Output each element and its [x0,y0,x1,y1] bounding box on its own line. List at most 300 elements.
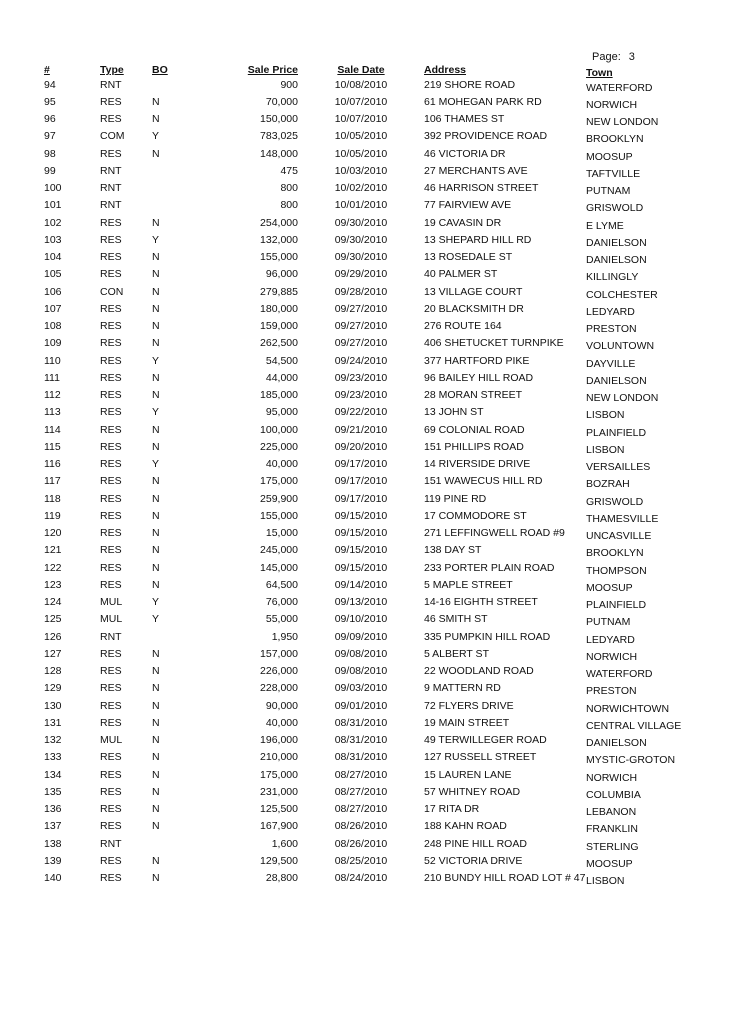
town-cell: THOMPSON [586,564,647,577]
sale-date-cell: 09/28/2010 [334,285,388,298]
town-cell: DAYVILLE [586,357,636,370]
bo-flag-cell [152,628,212,645]
address-cell: 138 DAY ST [424,544,482,557]
sale-price-cell: 132,000 [260,233,298,246]
town-cell: PRESTON [586,323,637,336]
sale-price-cell: 180,000 [260,302,298,315]
address-cell: 210 BUNDY HILL ROAD LOT # 47 [424,872,586,885]
sale-price-cell: 210,000 [260,751,298,764]
table-row [44,628,700,645]
sale-date-cell: 09/15/2010 [334,544,388,557]
table-row [44,404,700,421]
address-cell: 15 LAUREN LANE [424,768,512,781]
column-header-type: Type [100,64,124,76]
property-type-cell: RES [100,320,122,333]
property-type-cell: RES [100,699,122,712]
town-cell: MOOSUP [586,581,633,594]
address-cell: 151 PHILLIPS ROAD [424,440,524,453]
address-cell: 13 JOHN ST [424,406,484,419]
row-number-cell: 138 [44,837,62,850]
town-cell: WATERFORD [586,668,653,681]
sale-date-cell: 09/17/2010 [334,475,388,488]
bo-flag-cell: N [152,682,160,695]
town-cell: LEDYARD [586,305,635,318]
property-type-cell: MUL [100,613,123,626]
table-row [44,180,700,197]
sale-date-cell: 10/07/2010 [334,113,388,126]
property-type-cell: RES [100,475,122,488]
row-number-cell: 133 [44,751,62,764]
sale-price-cell: 254,000 [260,216,298,229]
property-type-cell: MUL [100,734,123,747]
table-row [44,111,700,128]
row-number-cell: 125 [44,613,62,626]
sale-price-cell: 145,000 [260,561,298,574]
row-number-cell: 99 [44,164,56,177]
address-cell: 119 PINE RD [424,492,487,505]
table-row [44,145,700,162]
town-cell: NORWICHTOWN [586,702,670,715]
sale-price-cell: 228,000 [260,682,298,695]
table-row [44,835,700,852]
address-cell: 57 WHITNEY ROAD [424,785,521,798]
column-header-town: Town [586,67,613,79]
town-cell: DANIELSON [586,374,647,387]
table-row [44,352,700,369]
page-label-text: Page: [592,51,621,63]
sale-price-cell: 129,500 [260,854,298,867]
table-row [44,369,700,386]
row-number-cell: 118 [44,492,61,505]
row-number-cell: 135 [44,785,62,798]
property-type-cell: RES [100,665,122,678]
row-number-cell: 123 [44,578,62,591]
address-cell: 335 PUMPKIN HILL ROAD [424,630,551,643]
page-number: 3 [628,51,635,63]
sale-price-cell: 800 [280,199,298,212]
property-type-cell: RES [100,216,122,229]
table-row [44,335,700,352]
sale-date-cell: 09/30/2010 [334,216,388,229]
town-cell: UNCASVILLE [586,530,652,543]
address-cell: 5 ALBERT ST [424,647,489,660]
bo-flag-cell: N [152,147,160,160]
row-number-cell: 108 [44,320,62,333]
sale-price-cell: 125,500 [260,803,298,816]
bo-flag-cell: N [152,475,160,488]
sale-price-cell: 159,000 [260,320,298,333]
sale-price-cell: 245,000 [260,544,298,557]
bo-flag-cell: N [152,665,160,678]
address-cell: 46 SMITH ST [424,613,488,626]
bo-flag-cell: N [152,544,160,557]
address-cell: 46 HARRISON STREET [424,182,539,195]
table-row [44,318,700,335]
town-cell: VOLUNTOWN [586,340,655,353]
row-number-cell: 127 [44,647,62,660]
address-cell: 127 RUSSELL STREET [424,751,537,764]
town-cell: DANIELSON [586,236,647,249]
address-cell: 188 KAHN ROAD [424,820,507,833]
table-row [44,870,700,887]
town-cell: LEBANON [586,806,637,819]
address-cell: 96 BAILEY HILL ROAD [424,371,534,384]
row-number-cell: 111 [44,371,60,384]
property-type-cell: RES [100,389,122,402]
table-row [44,507,700,524]
sale-price-cell: 54,500 [265,354,298,367]
bo-flag-cell: N [152,647,160,660]
sale-price-cell: 40,000 [265,458,298,471]
town-cell: DANIELSON [586,737,647,750]
sale-date-cell: 09/22/2010 [334,406,388,419]
row-number-cell: 98 [44,147,56,160]
sale-date-cell: 09/15/2010 [334,561,388,574]
sale-price-cell: 1,600 [271,837,298,850]
sale-date-cell: 08/27/2010 [334,803,388,816]
sale-price-cell: 40,000 [265,716,298,729]
table-row [44,162,700,179]
property-type-cell: RES [100,302,122,315]
sale-date-cell: 10/07/2010 [334,95,388,108]
table-row [44,197,700,214]
town-cell: DANIELSON [586,254,647,267]
table-row [44,611,700,628]
sale-price-cell: 279,885 [260,285,298,298]
sale-price-cell: 150,000 [260,113,298,126]
table-row [44,456,700,473]
bo-flag-cell: N [152,699,160,712]
bo-flag-cell: N [152,302,160,315]
bo-flag-cell: N [152,251,160,264]
sale-price-cell: 44,000 [265,371,298,384]
row-number-cell: 130 [44,699,62,712]
bo-flag-cell: N [152,578,160,591]
row-number-cell: 94 [44,78,56,91]
sale-date-cell: 08/31/2010 [334,716,388,729]
property-type-cell: RES [100,803,122,816]
address-cell: 40 PALMER ST [424,268,498,281]
table-row [44,473,700,490]
bo-flag-cell [152,835,212,852]
property-type-cell: RES [100,147,122,160]
bo-flag-cell: N [152,751,160,764]
town-cell: PLAINFIELD [586,426,647,439]
row-number-cell: 113 [44,406,61,419]
table-row [44,266,700,283]
sale-price-cell: 95,000 [265,406,298,419]
sale-date-cell: 10/02/2010 [334,182,388,195]
town-cell: NORWICH [586,771,638,784]
property-type-cell: RES [100,578,122,591]
column-header-sale-date: Sale Date [337,64,385,76]
table-row [44,818,700,835]
address-cell: 406 SHETUCKET TURNPIKE [424,337,564,350]
property-type-cell: MUL [100,596,123,609]
bo-flag-cell: N [152,423,160,436]
property-type-cell: RES [100,751,122,764]
address-cell: 276 ROUTE 164 [424,320,502,333]
row-number-cell: 119 [44,509,61,522]
row-number-cell: 116 [44,458,61,471]
address-cell: 13 SHEPARD HILL RD [424,233,532,246]
town-cell: FRANKLIN [586,823,638,836]
sale-price-cell: 155,000 [260,509,298,522]
row-number-cell: 121 [44,544,62,557]
sale-price-cell: 259,900 [260,492,298,505]
sale-price-cell: 475 [280,164,298,177]
sale-date-cell: 09/01/2010 [334,699,388,712]
sale-date-cell: 09/20/2010 [334,440,388,453]
table-row [44,559,700,576]
table-row [44,214,700,231]
bo-flag-cell: N [152,768,160,781]
table-row [44,300,700,317]
sale-price-cell: 76,000 [265,596,298,609]
town-cell: STERLING [586,840,639,853]
address-cell: 52 VICTORIA DRIVE [424,854,523,867]
sale-date-cell: 09/09/2010 [334,630,388,643]
property-type-cell: RES [100,527,122,540]
row-number-cell: 103 [44,233,62,246]
town-cell: NEW LONDON [586,392,659,405]
town-cell: GRISWOLD [586,202,644,215]
sale-date-cell: 09/27/2010 [334,337,388,350]
address-cell: 13 VILLAGE COURT [424,285,523,298]
address-cell: 72 FLYERS DRIVE [424,699,514,712]
property-type-cell: RES [100,820,122,833]
address-cell: 19 CAVASIN DR [424,216,502,229]
address-cell: 5 MAPLE STREET [424,578,513,591]
property-type-cell: COM [100,130,125,143]
sale-date-cell: 10/05/2010 [334,130,388,143]
property-type-cell: RES [100,440,122,453]
property-type-cell: RES [100,768,122,781]
sale-price-cell: 262,500 [260,337,298,350]
sale-date-cell: 09/30/2010 [334,251,388,264]
row-number-cell: 120 [44,527,62,540]
sale-date-cell: 10/01/2010 [334,199,388,212]
row-number-cell: 97 [44,130,56,143]
bo-flag-cell [152,197,212,214]
property-type-cell: RES [100,268,122,281]
property-type-cell: RES [100,251,122,264]
bo-flag-cell: N [152,561,160,574]
table-row [44,93,700,110]
address-cell: 14 RIVERSIDE DRIVE [424,458,531,471]
sale-date-cell: 09/17/2010 [334,492,388,505]
address-cell: 248 PINE HILL ROAD [424,837,527,850]
sale-price-cell: 175,000 [260,475,298,488]
table-row [44,749,700,766]
table-row [44,594,700,611]
bo-flag-cell: N [152,95,160,108]
property-type-cell: RES [100,872,122,885]
sale-date-cell: 08/24/2010 [334,872,388,885]
bo-flag-cell: N [152,113,160,126]
bo-flag-cell [152,162,212,179]
row-number-cell: 114 [44,423,61,436]
address-cell: 392 PROVIDENCE ROAD [424,130,548,143]
row-number-cell: 124 [44,596,62,609]
address-cell: 9 MATTERN RD [424,682,501,695]
row-number-cell: 137 [44,820,62,833]
property-type-cell: RES [100,785,122,798]
sales-table-body [44,76,700,887]
sale-price-cell: 185,000 [260,389,298,402]
sale-date-cell: 08/31/2010 [334,734,388,747]
sale-date-cell: 09/17/2010 [334,458,388,471]
town-cell: MYSTIC-GROTON [586,754,676,767]
town-cell: VERSAILLES [586,461,651,474]
table-row [44,576,700,593]
address-cell: 77 FAIRVIEW AVE [424,199,512,212]
table-row [44,680,700,697]
address-cell: 377 HARTFORD PIKE [424,354,530,367]
property-type-cell: RES [100,371,122,384]
row-number-cell: 107 [44,302,62,315]
bo-flag-cell: N [152,285,160,298]
table-row [44,128,700,145]
sale-date-cell: 09/15/2010 [334,509,388,522]
sale-price-cell: 1,950 [271,630,298,643]
table-row [44,766,700,783]
row-number-cell: 110 [44,354,61,367]
town-cell: THAMESVILLE [586,512,659,525]
sale-date-cell: 09/15/2010 [334,527,388,540]
sale-date-cell: 09/14/2010 [334,578,388,591]
address-cell: 22 WOODLAND ROAD [424,665,534,678]
address-cell: 28 MORAN STREET [424,389,523,402]
town-cell: NORWICH [586,650,638,663]
town-cell: MOOSUP [586,150,633,163]
town-cell: NEW LONDON [586,116,659,129]
sale-price-cell: 231,000 [260,785,298,798]
column-header-bo: BO [152,64,168,76]
address-cell: 233 PORTER PLAIN ROAD [424,561,555,574]
bo-flag-cell: N [152,785,160,798]
sale-price-cell: 196,000 [260,734,298,747]
address-cell: 13 ROSEDALE ST [424,251,513,264]
sale-date-cell: 09/13/2010 [334,596,388,609]
sale-price-cell: 167,900 [260,820,298,833]
bo-flag-cell: N [152,337,160,350]
property-type-cell: RES [100,561,122,574]
sale-date-cell: 08/27/2010 [334,785,388,798]
row-number-cell: 129 [44,682,62,695]
row-number-cell: 96 [44,113,56,126]
table-row [44,852,700,869]
column-header-sale-price: Sale Price [247,64,298,76]
sale-date-cell: 09/29/2010 [334,268,388,281]
sale-price-cell: 55,000 [265,613,298,626]
bo-flag-cell: N [152,371,160,384]
address-cell: 151 WAWECUS HILL RD [424,475,543,488]
sale-date-cell: 09/21/2010 [334,423,388,436]
row-number-cell: 132 [44,734,62,747]
table-row [44,283,700,300]
property-type-cell: RES [100,509,122,522]
town-cell: GRISWOLD [586,495,644,508]
address-cell: 20 BLACKSMITH DR [424,302,524,315]
address-cell: 27 MERCHANTS AVE [424,164,528,177]
bo-flag-cell: N [152,320,160,333]
bo-flag-cell: N [152,268,160,281]
sale-price-cell: 225,000 [260,440,298,453]
town-cell: MOOSUP [586,857,633,870]
sale-date-cell: 09/30/2010 [334,233,388,246]
table-row [44,732,700,749]
town-cell: PUTNAM [586,616,631,629]
town-cell: PLAINFIELD [586,599,647,612]
address-cell: 271 LEFFINGWELL ROAD #9 [424,527,565,540]
sale-price-cell: 900 [280,78,298,91]
sale-price-cell: 157,000 [260,647,298,660]
town-cell: BOZRAH [586,478,630,491]
sale-date-cell: 10/03/2010 [334,164,388,177]
sale-price-cell: 175,000 [260,768,298,781]
row-number-cell: 117 [44,475,61,488]
column-header-number: # [44,64,50,76]
town-cell: LEDYARD [586,633,635,646]
sale-price-cell: 783,025 [260,130,298,143]
row-number-cell: 95 [44,95,56,108]
bo-flag-cell: Y [152,233,160,246]
sale-date-cell: 10/05/2010 [334,147,388,160]
property-type-cell: RES [100,406,122,419]
table-row [44,542,700,559]
row-number-cell: 128 [44,665,62,678]
bo-flag-cell: N [152,440,160,453]
address-cell: 106 THAMES ST [424,113,505,126]
row-number-cell: 100 [44,182,62,195]
bo-flag-cell [152,180,212,197]
bo-flag-cell: N [152,854,160,867]
sale-price-cell: 28,800 [265,872,298,885]
sale-price-cell: 800 [280,182,298,195]
property-type-cell: RES [100,854,122,867]
sale-price-cell: 148,000 [260,147,298,160]
town-cell: BROOKLYN [586,547,644,560]
table-row [44,663,700,680]
property-type-cell: CON [100,285,124,298]
sale-date-cell: 09/23/2010 [334,371,388,384]
sale-date-cell: 09/10/2010 [334,613,388,626]
table-row [44,783,700,800]
row-number-cell: 102 [44,216,62,229]
town-cell: KILLINGLY [586,271,639,284]
address-cell: 46 VICTORIA DR [424,147,506,160]
sale-date-cell: 09/24/2010 [334,354,388,367]
town-cell: E LYME [586,219,624,232]
sale-date-cell: 09/03/2010 [334,682,388,695]
bo-flag-cell: N [152,716,160,729]
table-row [44,697,700,714]
property-type-cell: RNT [100,164,122,177]
sale-price-cell: 155,000 [260,251,298,264]
table-row [44,645,700,662]
bo-flag-cell: Y [152,354,160,367]
sale-date-cell: 08/25/2010 [334,854,388,867]
column-header-address: Address [424,64,467,76]
sale-date-cell: 08/26/2010 [334,820,388,833]
town-cell: LISBON [586,409,625,422]
sale-price-cell: 100,000 [260,423,298,436]
table-row [44,801,700,818]
row-number-cell: 106 [44,285,62,298]
bo-flag-cell: Y [152,406,160,419]
bo-flag-cell: N [152,872,160,885]
